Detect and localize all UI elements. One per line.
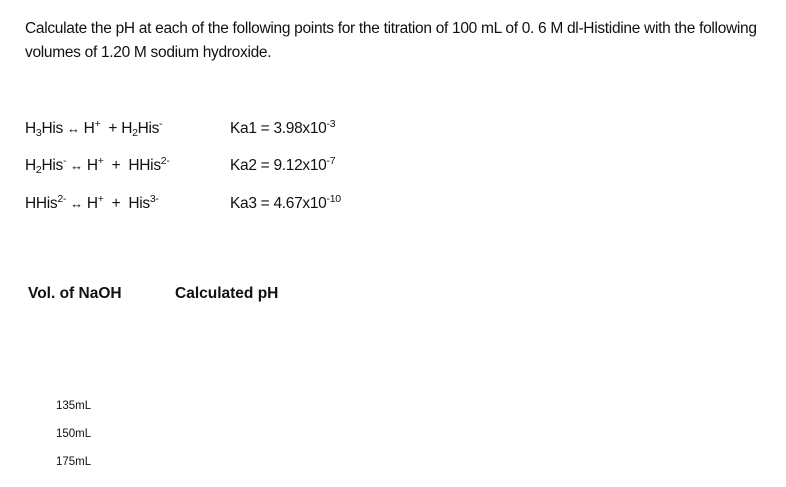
question-text: Calculate the pH at each of the following points for the titration of 100 mL of 0. 6 M dl-Histidine with the following volumes of 1.20 M sodium hydroxide. xyxy=(25,20,757,61)
equilibrium-arrow-icon: ↔ xyxy=(66,121,80,136)
column-header-volume: Vol. of NaOH xyxy=(28,285,122,302)
volume-item: 150mL xyxy=(56,428,92,440)
ka-value: $Ka2 = 9.12x10^{-7}$ xyxy=(230,155,336,174)
equilibrium-equation: $H_3His$ ↔ $H^+ + H_2His^-$ xyxy=(25,118,163,139)
ka-value: $Ka3 = 4.67x10^{-10}$ xyxy=(230,193,341,212)
equilibrium-equation: HHis$^{2-}$ ↔ H+ + His$^{3-}$ xyxy=(25,193,159,212)
equilibrium-equation: $H_2His^-$ ↔ H+ + HHis$^{2-}$ xyxy=(25,155,170,176)
volume-item: 135mL xyxy=(56,400,92,412)
volume-list xyxy=(56,392,91,476)
equilibrium-arrow-icon: ↔ xyxy=(70,196,83,211)
column-header-ph: Calculated pH xyxy=(175,285,279,302)
volume-item: 175mL xyxy=(56,456,92,468)
ka-value: $Ka1 = 3.98x10^{-3}$ xyxy=(230,118,336,137)
equilibrium-arrow-icon: ↔ xyxy=(70,158,83,173)
